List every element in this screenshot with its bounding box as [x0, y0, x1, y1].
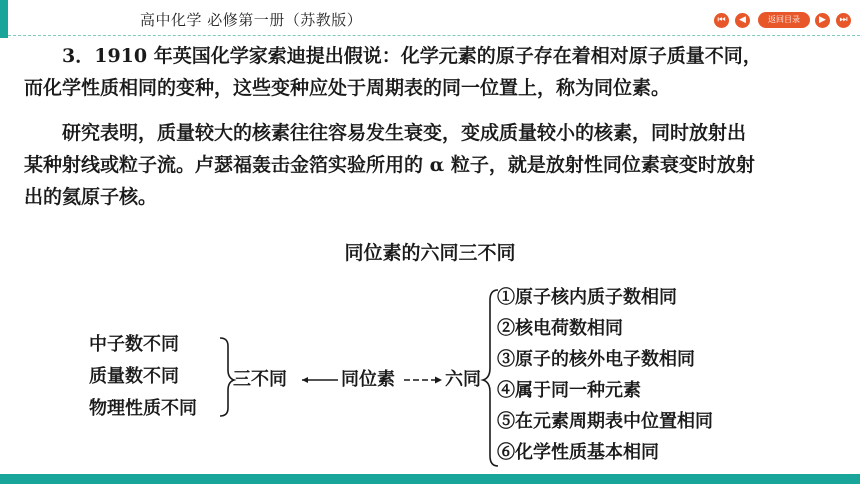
similarity-item: ①原子核内质子数相同: [497, 287, 677, 308]
paragraph-line: 某种射线或粒子流。卢瑟福轰击金箔实验所用的 α 粒子，就是放射性同位素衰变时放射: [24, 154, 755, 176]
right-brace: [483, 290, 498, 466]
similarity-item: ⑤在元素周期表中位置相同: [497, 411, 713, 432]
similarity-item: ②核电荷数相同: [497, 318, 623, 339]
paragraph-line: 3．1910 年英国化学家索迪提出假说：化学元素的原子存在着相对原子质量不同，: [62, 45, 762, 67]
diagram-title: 同位素的六同三不同: [344, 242, 516, 264]
return-toc-button[interactable]: 返回目录: [758, 12, 810, 28]
paragraph-line: 出的氦原子核。: [24, 186, 158, 208]
book-title: 高中化学 必修第一册（苏教版）: [140, 11, 363, 29]
similarity-item: ③原子的核外电子数相同: [497, 349, 695, 370]
skip-last-icon: ⏭: [836, 13, 851, 28]
isotope-label: 同位素: [341, 369, 395, 390]
six-similarities-label: 六同: [445, 369, 481, 390]
paragraph-line: 研究表明，质量较大的核素往往容易发生衰变，变成质量较小的核素，同时放射出: [62, 122, 747, 144]
three-differences-label: 三不同: [233, 369, 287, 390]
difference-item: 质量数不同: [89, 366, 179, 387]
similarity-item: ⑥化学性质基本相同: [497, 442, 659, 463]
left-brace: [220, 338, 234, 416]
prev-icon: ◀: [735, 13, 750, 28]
footer-bar: [0, 474, 860, 484]
skip-first-icon: ⏮: [714, 13, 729, 28]
paragraph-line: 而化学性质相同的变种，这些变种应处于周期表的同一位置上，称为同位素。: [24, 77, 671, 99]
similarity-item: ④属于同一种元素: [497, 380, 641, 401]
difference-item: 物理性质不同: [89, 398, 197, 419]
difference-item: 中子数不同: [89, 334, 179, 355]
next-icon: ▶: [815, 13, 830, 28]
